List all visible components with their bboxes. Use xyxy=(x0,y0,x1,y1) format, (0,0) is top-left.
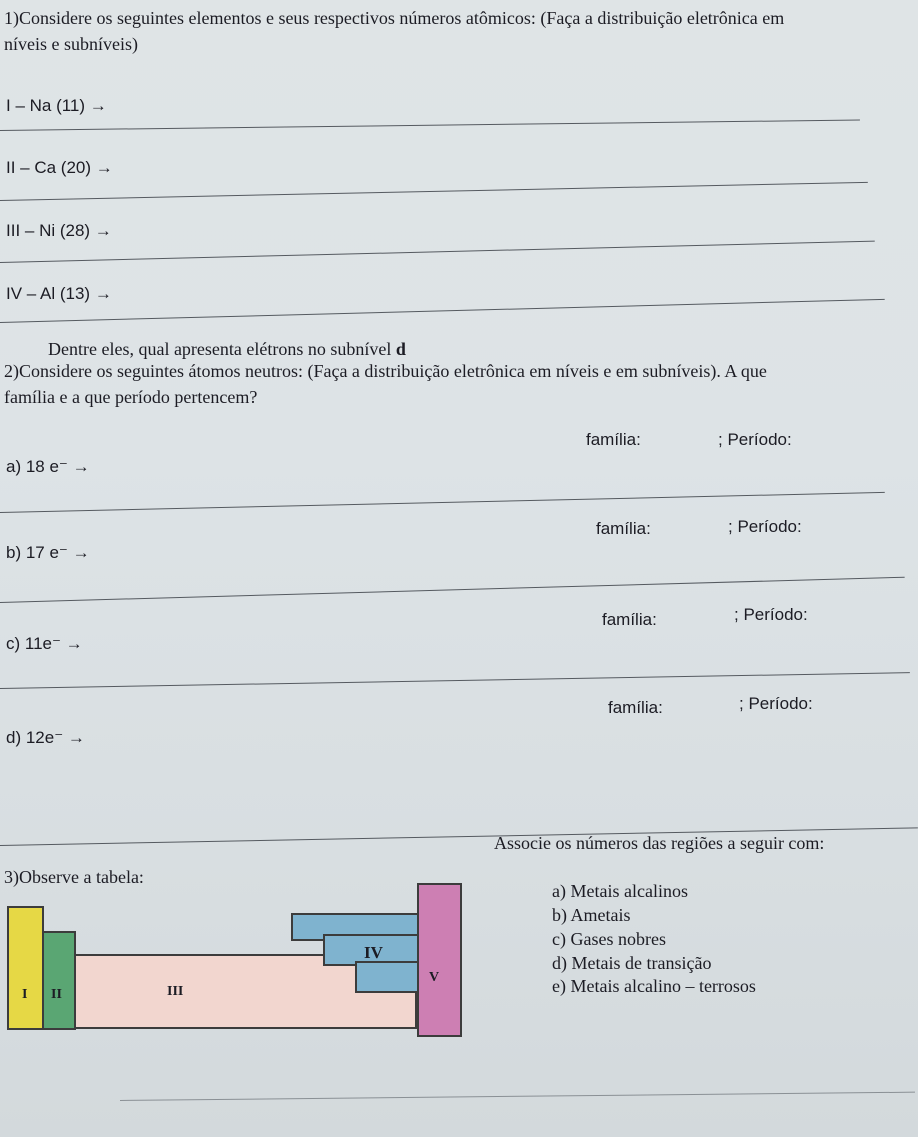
q1-prompt-line1: 1)Considere os seguintes elementos e seus respectivos números atômicos: (Faça a distribuição eletrônica em xyxy=(4,8,785,28)
q2-item-d: d) 12e⁻ → xyxy=(6,728,85,747)
q2b-familia-label: família: xyxy=(596,519,651,538)
q2d-familia-label: família: xyxy=(608,698,663,717)
region-ii-label: II xyxy=(51,987,62,1002)
region-i-label: I xyxy=(22,987,28,1002)
q2-prompt-line2: família e a que período pertencem? xyxy=(4,387,258,407)
q1-prompt-line2: níveis e subníveis) xyxy=(4,34,138,54)
q1-item-na: I – Na (11) → xyxy=(6,96,107,115)
q3-option-c: c) Gases nobres xyxy=(552,929,666,949)
q3-prompt-right: Associe os números das regiões a seguir com: xyxy=(494,833,825,853)
q2a-familia-label: família: xyxy=(586,430,641,449)
q2-item-c: c) 11e⁻ → xyxy=(6,634,83,653)
q2c-periodo-label: ; Período: xyxy=(734,605,808,624)
region-v-label: V xyxy=(429,970,440,985)
q1-question: Dentre eles, qual apresenta elétrons no subnível d xyxy=(48,339,406,359)
q3-option-a: a) Metais alcalinos xyxy=(552,881,688,901)
q2d-periodo-label: ; Período: xyxy=(739,694,813,713)
q2-prompt-line1: 2)Considere os seguintes átomos neutros: (Faça a distribuição eletrônica em níveis e em subníveis). A que xyxy=(4,361,767,381)
region-iii-label: III xyxy=(167,984,184,999)
q2b-periodo-label: ; Período: xyxy=(728,517,802,536)
region-ii-block xyxy=(43,932,75,1029)
q1-item-ca: II – Ca (20) → xyxy=(6,158,113,177)
q3-option-b: b) Ametais xyxy=(552,905,631,925)
q2c-familia-label: família: xyxy=(602,610,657,629)
region-iv-block-bottom xyxy=(356,962,418,992)
q1-item-al: IV – Al (13) → xyxy=(6,284,112,303)
q1-item-ni: III – Ni (28) → xyxy=(6,221,112,240)
q2-item-a: a) 18 e⁻ → xyxy=(6,457,90,476)
q3-prompt-left: 3)Observe a tabela: xyxy=(4,867,144,887)
q3-option-e: e) Metais alcalino – terrosos xyxy=(552,976,756,996)
region-i-block xyxy=(8,907,43,1029)
region-v-block xyxy=(418,884,461,1036)
q2-item-b: b) 17 e⁻ → xyxy=(6,543,90,562)
region-iv-label: IV xyxy=(364,943,383,962)
q3-option-d: d) Metais de transição xyxy=(552,953,712,973)
q2a-periodo-label: ; Período: xyxy=(718,430,792,449)
